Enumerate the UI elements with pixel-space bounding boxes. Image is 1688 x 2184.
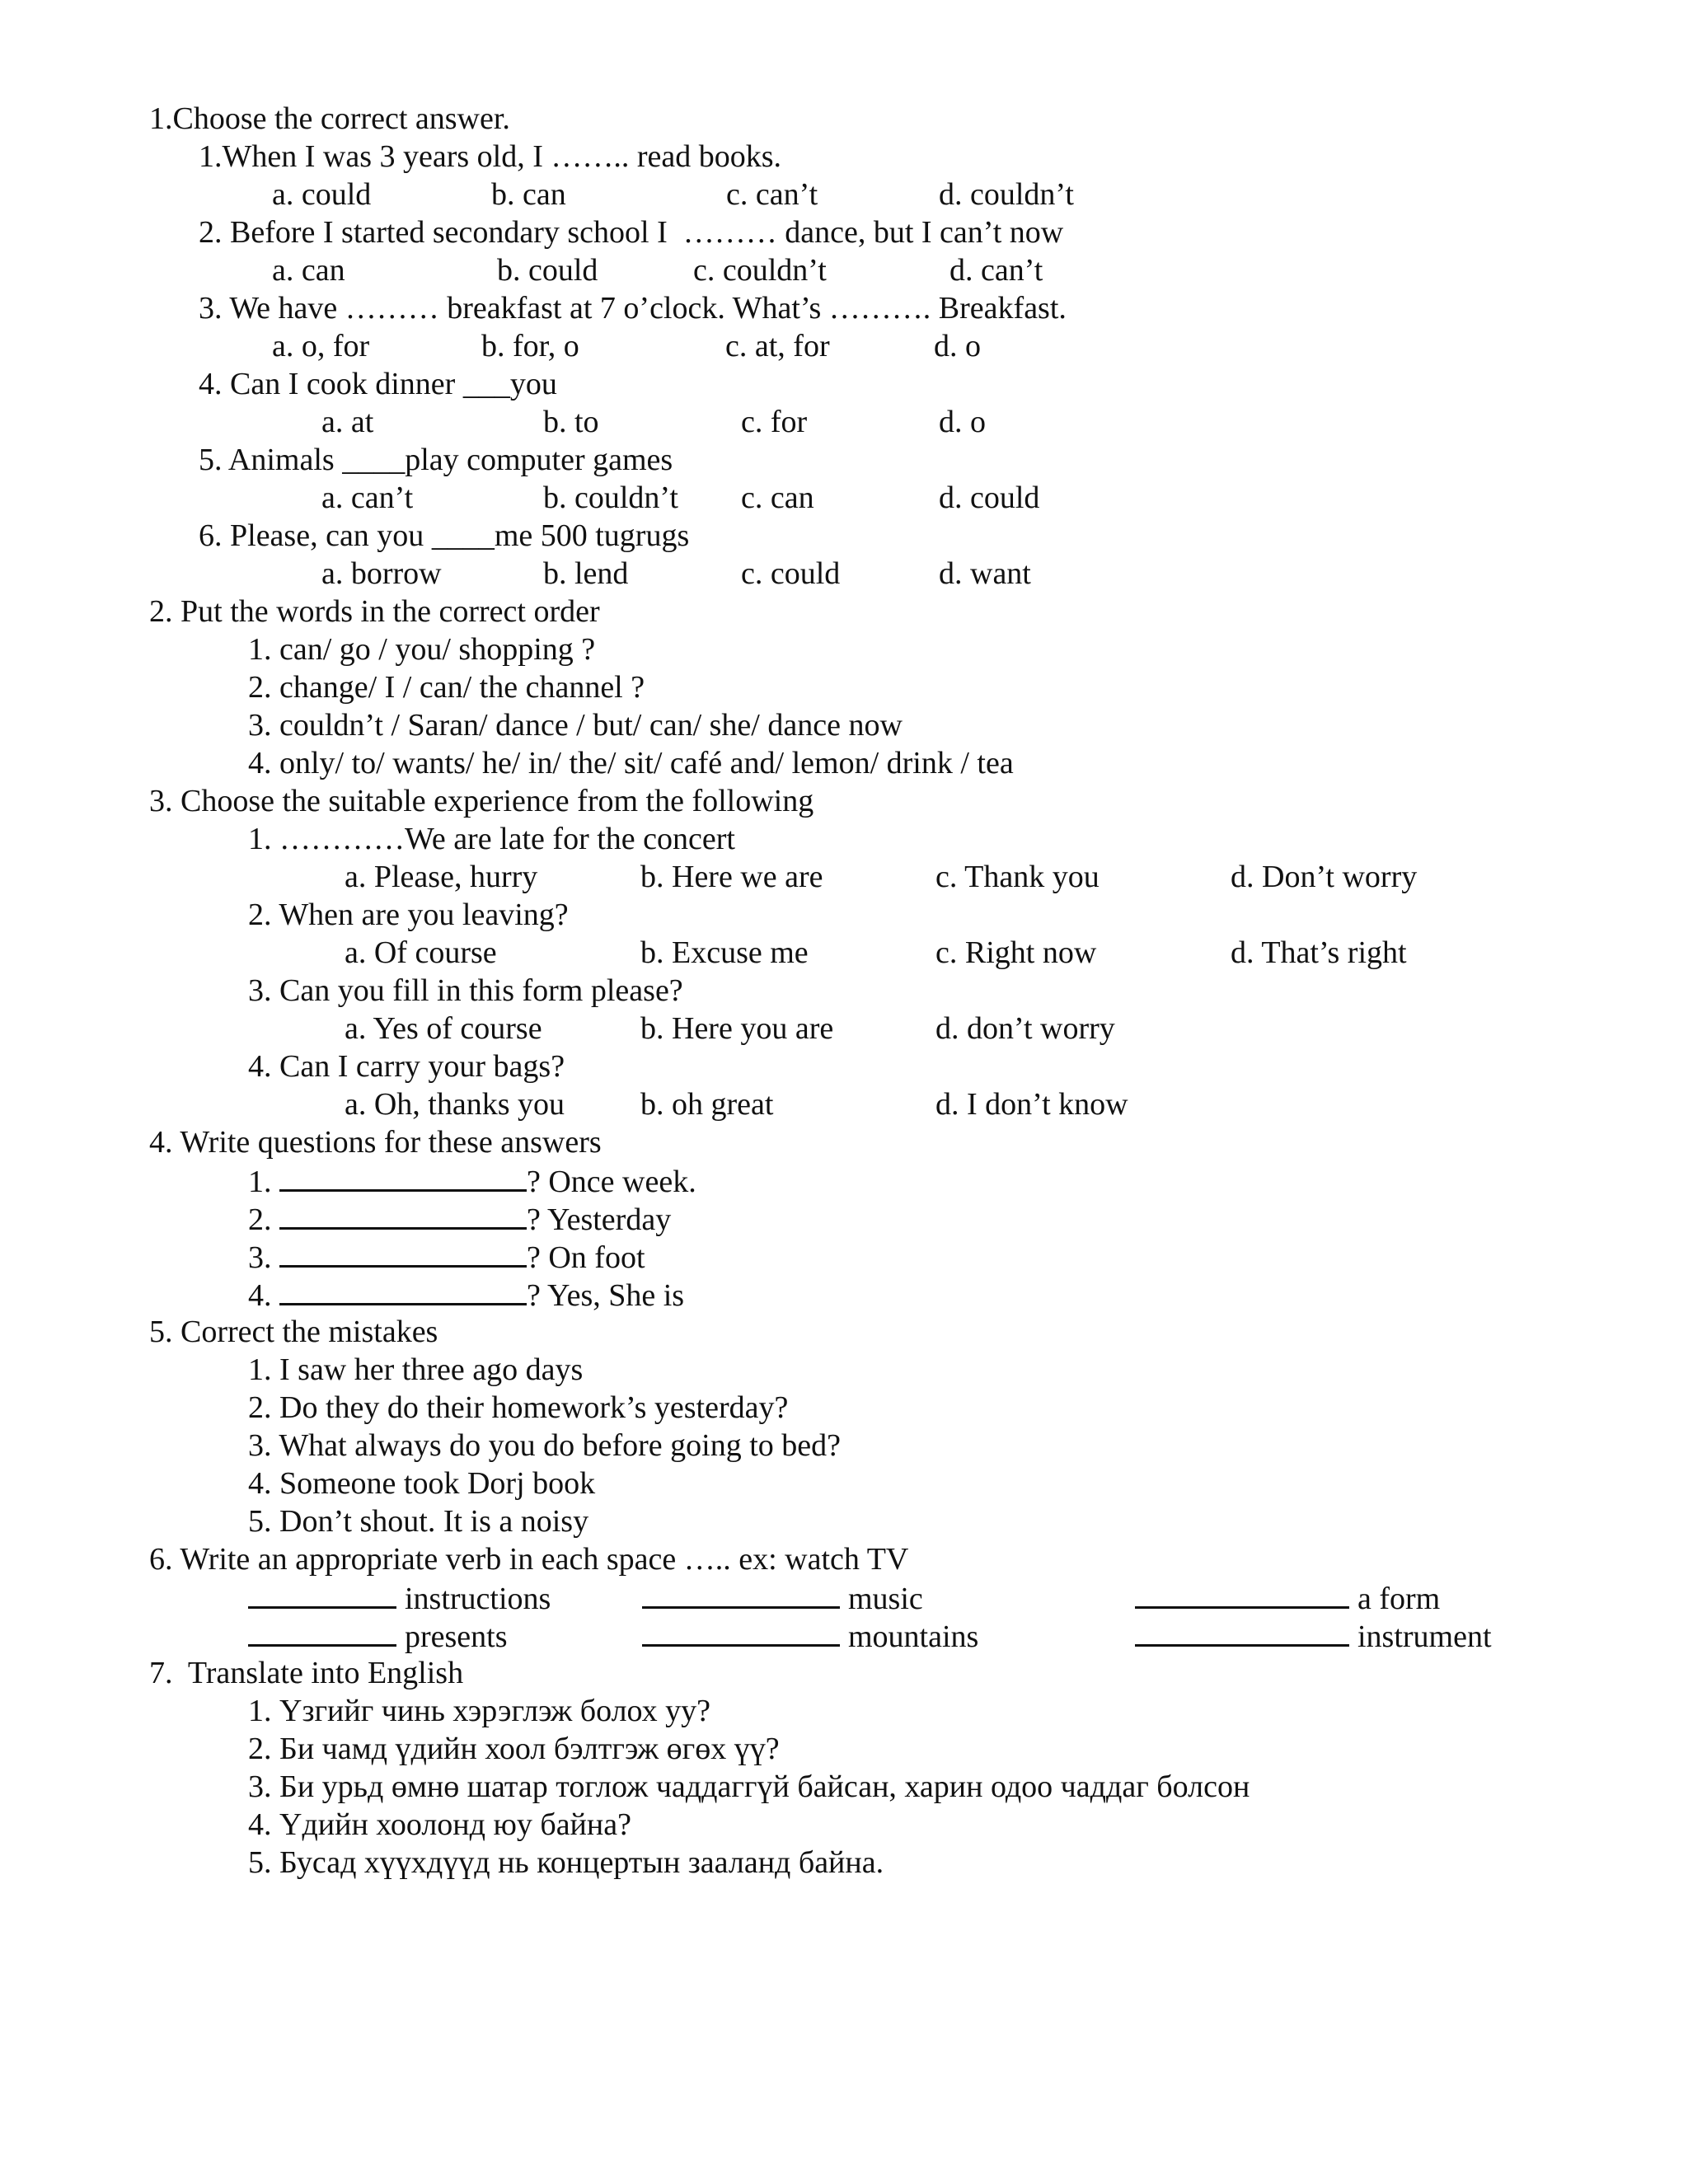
answer-blank [1135, 1578, 1349, 1609]
question-stem: 3. Can you fill in this form please? [248, 973, 683, 1008]
section-heading: 5. Correct the mistakes [149, 1315, 438, 1349]
answer-blank: ____ [431, 518, 495, 553]
option: b. oh great [640, 1087, 774, 1122]
verb-object: instructions [405, 1582, 551, 1616]
list-item [0, 744, 1688, 782]
list-item [0, 1275, 1688, 1313]
option: d. That’s right [1231, 935, 1407, 970]
question-stem-line [0, 213, 1688, 251]
verb-cell [642, 1578, 923, 1618]
option: c. at, for [725, 329, 830, 363]
answer-blank [279, 1199, 527, 1230]
verb-cell [1135, 1616, 1492, 1656]
option: c. can’t [726, 177, 818, 212]
question-stem: 3. We have ……… breakfast at 7 o’clock. What’s ………. Breakfast. [199, 291, 1067, 326]
stem-text: play computer games [405, 443, 673, 477]
verb-object: music [848, 1582, 923, 1616]
option: b. to [543, 405, 599, 439]
list-item-text: 5. Бусад хүүхдүүд нь концертын зааланд байна. [248, 1845, 884, 1880]
list-item-text: 4. Үдийн хоолонд юу байна? [248, 1807, 631, 1842]
option: c. for [741, 405, 808, 439]
section-4-heading-line [0, 1123, 1688, 1161]
option: a. Of course [345, 935, 497, 970]
question-stem: 1. …………We are late for the concert [248, 822, 735, 856]
question-stem-line [0, 896, 1688, 934]
list-item [0, 1844, 1688, 1882]
question-stem: 1.When I was 3 years old, I …….. read books. [199, 139, 782, 174]
list-item-text: 1. Үзгийг чинь хэрэглэж болох уу? [248, 1694, 710, 1728]
options-row [0, 403, 1688, 441]
section-7-heading-line [0, 1654, 1688, 1692]
option: d. can’t [950, 253, 1043, 288]
answer-blank: ___ [462, 367, 510, 401]
list-item-text [248, 1161, 696, 1201]
question-stem-line [0, 1047, 1688, 1085]
question-stem-line [0, 517, 1688, 555]
list-item [0, 1389, 1688, 1427]
answer-blank [279, 1275, 527, 1305]
answer-blank: ____ [342, 443, 406, 477]
list-item [0, 630, 1688, 668]
verb-object: a form [1357, 1582, 1441, 1616]
stem-text: you [509, 367, 557, 401]
answer-blank [248, 1616, 396, 1647]
section-6-heading-line [0, 1540, 1688, 1578]
stem-text: 6. Please, can you [199, 518, 432, 553]
question-stem-line [0, 972, 1688, 1010]
list-item [0, 1502, 1688, 1540]
list-item-text: 5. Don’t shout. It is a noisy [248, 1504, 589, 1539]
option: d. don’t worry [935, 1011, 1115, 1046]
options-row [0, 934, 1688, 972]
stem-text: 5. Animals [199, 443, 343, 477]
answer-blank [1135, 1616, 1349, 1647]
option: b. Here you are [640, 1011, 834, 1046]
answer-text: ? On foot [527, 1240, 645, 1275]
verb-object: mountains [848, 1619, 979, 1654]
answer-blank [279, 1237, 527, 1268]
list-item [0, 1465, 1688, 1502]
question-stem: 2. When are you leaving? [248, 898, 569, 932]
list-item-text: 2. Би чамд үдийн хоол бэлтгэж өгөх үү? [248, 1732, 780, 1766]
item-number: 1. [248, 1165, 279, 1199]
verb-cell [248, 1578, 551, 1618]
question-stem-line [0, 138, 1688, 176]
list-item-text [248, 1199, 671, 1239]
option: d. I don’t know [935, 1087, 1128, 1122]
list-item-text: 2. change/ I / can/ the channel ? [248, 670, 645, 705]
option: d. could [939, 480, 1040, 515]
list-item-text: 3. What always do you do before going to bed? [248, 1428, 842, 1463]
item-number: 4. [248, 1278, 279, 1313]
section-3-heading-line [0, 782, 1688, 820]
verb-cell [642, 1616, 978, 1656]
list-item [0, 1161, 1688, 1199]
question-stem: 4. Can I carry your bags? [248, 1049, 565, 1084]
option: c. Thank you [935, 860, 1100, 894]
list-item-text: 3. Би урьд өмнө шатар тоглож чаддаггүй байсан, харин одоо чаддаг болсон [248, 1769, 1250, 1804]
option: a. o, for [272, 329, 370, 363]
question-stem-line [0, 820, 1688, 858]
list-item [0, 1237, 1688, 1275]
verb-object: instrument [1357, 1619, 1492, 1654]
option: a. borrow [321, 556, 442, 591]
list-item [0, 668, 1688, 706]
section-5-heading-line [0, 1313, 1688, 1351]
answer-blank [642, 1578, 840, 1609]
list-item-text: 1. I saw her three ago days [248, 1352, 584, 1387]
list-item [0, 1427, 1688, 1465]
option: c. Right now [935, 935, 1097, 970]
options-row [0, 555, 1688, 593]
question-stem [199, 441, 673, 479]
list-item [0, 1351, 1688, 1389]
section-heading: 1.Choose the correct answer. [149, 101, 510, 136]
option: b. for, o [481, 329, 579, 363]
stem-text: 4. Can I cook dinner [199, 367, 463, 401]
answer-blank [279, 1161, 527, 1192]
answer-blank [248, 1578, 396, 1609]
option: c. could [741, 556, 841, 591]
option: d. couldn’t [939, 177, 1074, 212]
option: b. lend [543, 556, 629, 591]
option: c. can [741, 480, 814, 515]
question-stem [199, 517, 689, 555]
list-item-text [248, 1237, 645, 1277]
section-heading: 3. Choose the suitable experience from the following [149, 784, 814, 818]
item-number: 3. [248, 1240, 279, 1275]
answer-text: ? Once week. [527, 1165, 696, 1199]
question-stem: 2. Before I started secondary school I ……… dance, but I can’t now [199, 215, 1064, 250]
question-stem-line [0, 441, 1688, 479]
section-2-heading-line [0, 593, 1688, 630]
list-item-text: 4. Someone took Dorj book [248, 1466, 596, 1501]
option: d. Don’t worry [1231, 860, 1418, 894]
list-item-text: 1. can/ go / you/ shopping ? [248, 632, 596, 667]
question-stem-line [0, 365, 1688, 403]
answer-text: ? Yesterday [527, 1202, 672, 1237]
option: d. want [939, 556, 1031, 591]
option: d. o [939, 405, 986, 439]
option: b. can [491, 177, 566, 212]
verb-object: presents [405, 1619, 508, 1654]
section-1-heading-line [0, 100, 1688, 138]
option: b. Excuse me [640, 935, 809, 970]
list-item-text [248, 1275, 684, 1315]
verb-row [0, 1578, 1688, 1616]
options-row [0, 1010, 1688, 1047]
list-item [0, 1199, 1688, 1237]
answer-text: ? Yes, She is [527, 1278, 685, 1313]
section-heading: 2. Put the words in the correct order [149, 594, 600, 629]
options-row [0, 1085, 1688, 1123]
verb-row [0, 1616, 1688, 1654]
question-stem [199, 365, 557, 403]
list-item [0, 1806, 1688, 1844]
question-stem-line [0, 289, 1688, 327]
options-row [0, 858, 1688, 896]
options-row [0, 327, 1688, 365]
option: d. o [934, 329, 981, 363]
option: b. Here we are [640, 860, 823, 894]
list-item [0, 1768, 1688, 1806]
section-heading: 7. Translate into English [149, 1656, 464, 1690]
list-item [0, 1730, 1688, 1768]
option: b. couldn’t [543, 480, 678, 515]
option: a. Yes of course [345, 1011, 542, 1046]
answer-blank [642, 1616, 840, 1647]
stem-text: me 500 tugrugs [494, 518, 690, 553]
list-item-text: 3. couldn’t / Saran/ dance / but/ can/ she/ dance now [248, 708, 903, 743]
section-heading: 4. Write questions for these answers [149, 1125, 602, 1160]
option: a. can [272, 253, 345, 288]
list-item [0, 706, 1688, 744]
option: a. Oh, thanks you [345, 1087, 565, 1122]
option: c. couldn’t [693, 253, 827, 288]
item-number: 2. [248, 1202, 279, 1237]
option: a. can’t [321, 480, 414, 515]
option: a. could [272, 177, 372, 212]
option: a. at [321, 405, 374, 439]
verb-cell [1135, 1578, 1440, 1618]
option: b. could [497, 253, 598, 288]
list-item-text: 4. only/ to/ wants/ he/ in/ the/ sit/ café and/ lemon/ drink / tea [248, 746, 1014, 780]
section-heading: 6. Write an appropriate verb in each space ….. ex: watch TV [149, 1542, 909, 1577]
options-row [0, 251, 1688, 289]
list-item-text: 2. Do they do their homework’s yesterday? [248, 1390, 789, 1425]
option: a. Please, hurry [345, 860, 538, 894]
verb-cell [248, 1616, 508, 1656]
list-item [0, 1692, 1688, 1730]
options-row [0, 479, 1688, 517]
options-row [0, 176, 1688, 213]
